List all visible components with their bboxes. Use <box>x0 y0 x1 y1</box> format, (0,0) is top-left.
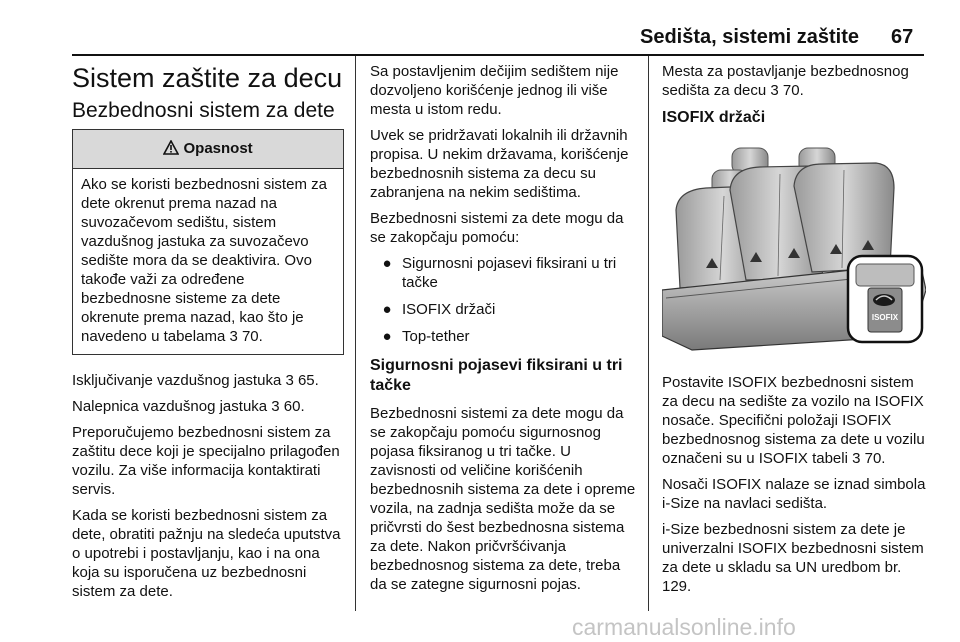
paragraph: Nalepnica vazdušnog jastuka 3 60. <box>72 398 305 415</box>
header-rule <box>72 54 924 56</box>
paragraph: Bezbednosni sistemi za dete mogu da se zakopčaju pomoću sigurnosnog pojasa fiksiranog u tri tačke. U zavisnosti od veličine korišćenih bezbednosnih sistema za dete i opreme vozila, na zadnja sedišta može da se pričvrsti do šest bezbednosna sistema za dete. Nakon pričvršćivanja bezbednosnog sistema za dete, treba da se zategne sigurnosni pojas. <box>370 405 636 593</box>
list-item <box>370 327 636 346</box>
column-1 <box>72 62 344 608</box>
list-item-text: ISOFIX držači <box>402 301 496 318</box>
warning-header <box>73 130 343 169</box>
paragraph: i-Size bezbednosni sistem za dete je univerzalni ISOFIX bezbednosni sistem za dete u skladu sa UN uredbom br. 129. <box>662 521 924 595</box>
list-item-text: Top-tether <box>402 328 470 345</box>
warning-text: Ako se koristi bezbednosni sistem za dete okrenut prema nazad na suvozačevom sedištu, sistem vazdušnog jastuka za suvozačevo sedište mora da se deaktivira. Ovo takođe važi za određene bezbednosne sisteme za dete okrenute prema nazad, kao što je navedeno u tabelama 3 70. <box>81 176 327 345</box>
section-title: Sistem zaštite za decu <box>72 63 343 93</box>
paragraph: Kada se koristi bezbednosni sistem za dete, obratiti pažnju na sledeća uputstva o upotrebi i postavljanju, kao i na ona koja su isporučena uz bezbednosni sistem za dete. <box>72 507 341 600</box>
column-3 <box>662 62 926 603</box>
paragraph: Postavite ISOFIX bezbednosni sistem za decu na sedište za vozilo na ISOFIX nosače. Specifični položaji ISOFIX bezbednosnog sistema za dete u vozilu označeni su u ISOFIX tabeli 3 70. <box>662 374 925 467</box>
page-header-title: Sedišta, sistemi zaštite <box>640 26 859 48</box>
list-item <box>370 300 636 319</box>
list-item <box>370 254 636 292</box>
subsection-heading: ISOFIX držači <box>662 109 766 126</box>
bullet-icon: ● <box>382 301 392 318</box>
subsection-heading: Sigurnosni pojasevi fiksirani u tri tačke <box>370 357 623 394</box>
paragraph: Preporučujemo bezbednosni sistem za zaštitu dece koji je specijalno prilagođen vozilu. Za više informacija kontaktirati servis. <box>72 424 340 498</box>
paragraph: Mesta za postavljanje bezbednosnog sedišta za decu 3 70. <box>662 63 909 99</box>
column-divider-2 <box>648 56 649 611</box>
bullet-icon: ● <box>382 255 392 272</box>
paragraph: Isključivanje vazdušnog jastuka 3 65. <box>72 372 319 389</box>
watermark: carmanualsonline.info <box>572 614 796 640</box>
warning-title: Opasnost <box>183 140 253 157</box>
paragraph: Sa postavljenim dečijim sedištem nije dozvoljeno korišćenje jednog ili više mesta u istom redu. <box>370 63 619 118</box>
page-number: 67 <box>891 26 914 48</box>
bullet-list <box>370 254 636 346</box>
paragraph: Nosači ISOFIX nalaze se iznad simbola i-Size na navlaci sedišta. <box>662 476 926 512</box>
subsection-title: Bezbednosni sistem za dete <box>72 99 335 122</box>
paragraph: Uvek se pridržavati lokalnih ili državnih propisa. U nekim državama, korišćenje bezbednosnih sistema za decu su zabranjena na nekim sedištima. <box>370 127 629 201</box>
isofix-seats-illustration <box>662 140 926 352</box>
column-2 <box>370 62 636 601</box>
bullet-icon: ● <box>382 328 392 345</box>
list-item-text: Sigurnosni pojasevi fiksirani u tri tačke <box>402 255 617 291</box>
warning-box <box>72 129 344 355</box>
column-divider-1 <box>355 56 356 611</box>
isofix-label: ISOFIX <box>871 313 899 322</box>
warning-triangle-icon <box>163 140 179 155</box>
paragraph: Bezbednosni sistemi za dete mogu da se zakopčaju pomoću: <box>370 210 624 246</box>
